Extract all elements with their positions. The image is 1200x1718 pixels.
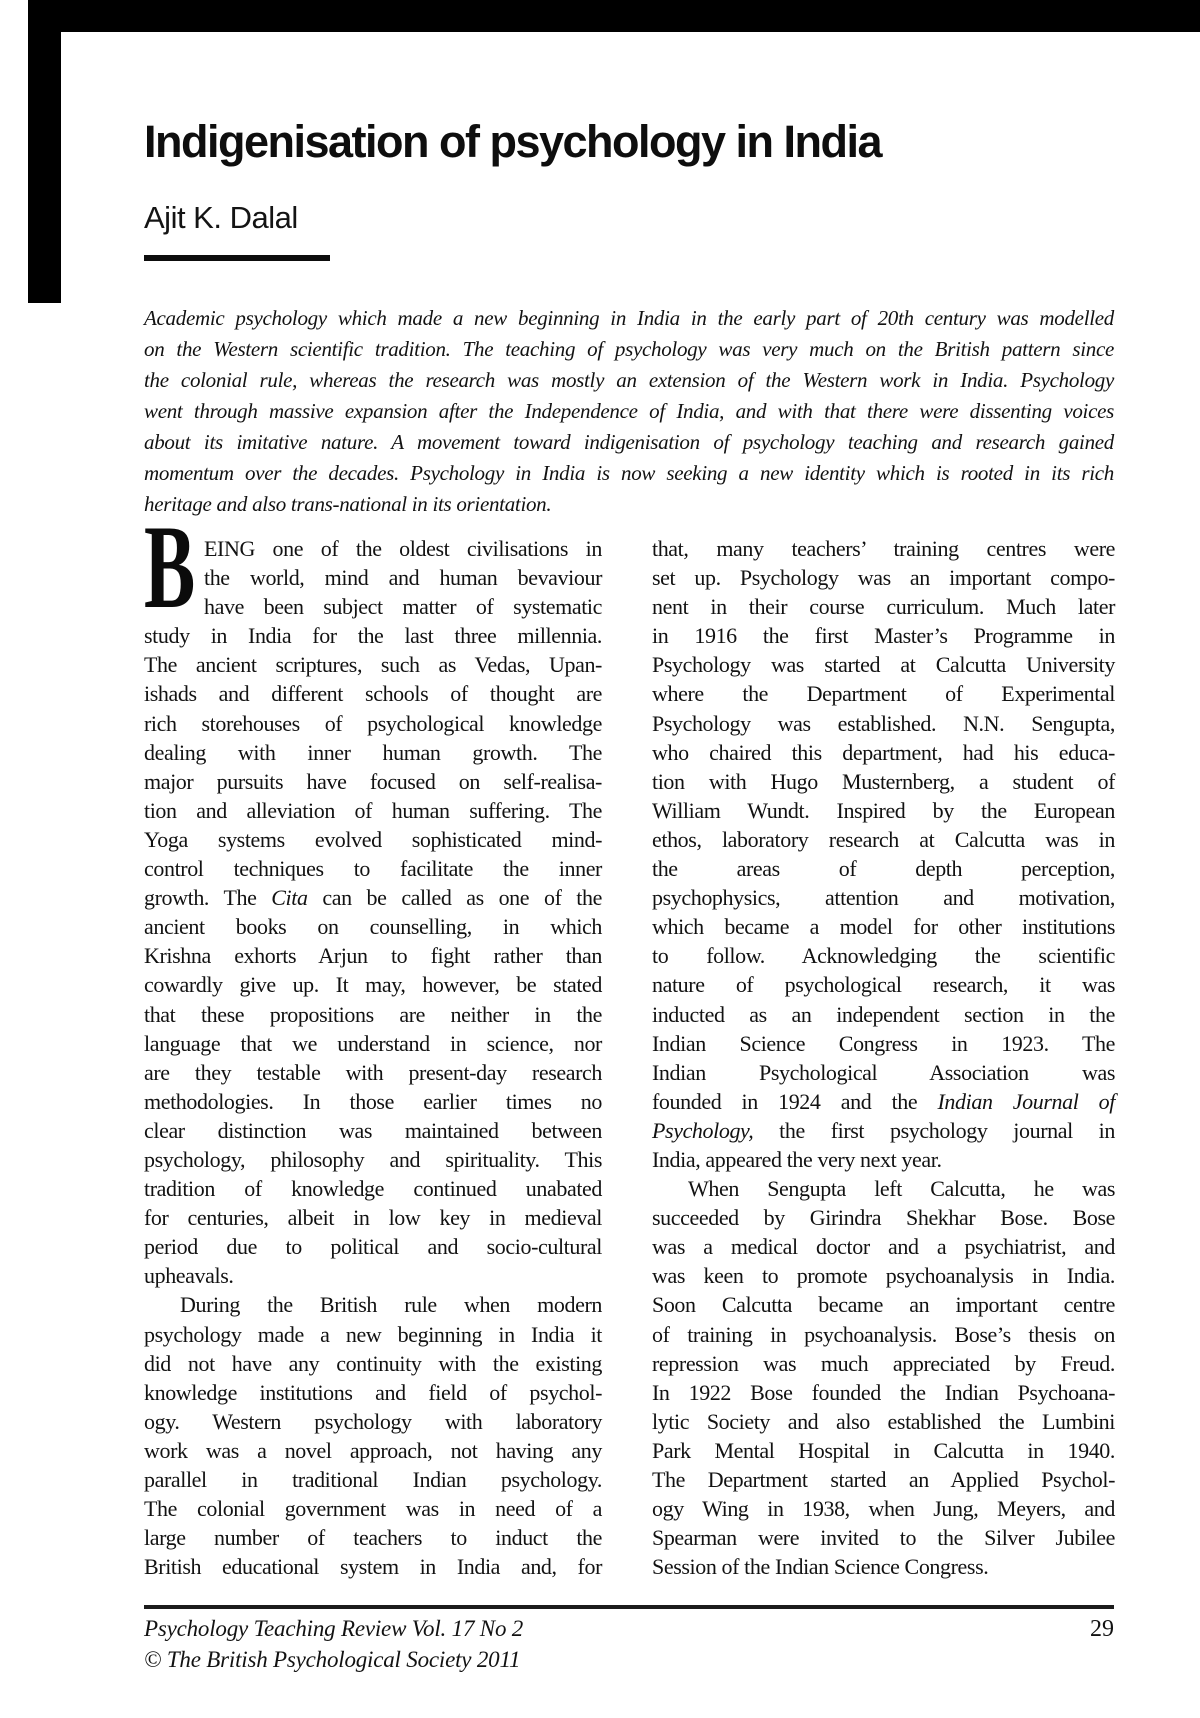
text-line: who chaired this department, had his educa- [652,739,1115,765]
text-line: work was a novel approach, not having any [144,1437,602,1463]
text-line: are they testable with present-day research [144,1059,602,1085]
text-line: the areas of depth perception, [652,856,1115,882]
text-line: was a medical doctor and a psychiatrist, and [652,1234,1115,1260]
text-line: did not have any continuity with the existing [144,1350,602,1376]
scan-artifact-left-bar [28,0,61,303]
text-line: for centuries, albeit in low key in medieval [144,1205,602,1231]
text-line: founded in 1924 and the Indian Journal of [652,1088,1115,1114]
text-line: that these propositions are neither in the [144,1001,602,1027]
text-line: psychology made a new beginning in India it [144,1321,602,1347]
footer-rule [144,1605,1114,1609]
text-line: Krishna exhorts Arjun to fight rather than [144,943,602,969]
abstract-line: momentum over the decades. Psychology in India is now seeking a new identity which is rooted in its rich [144,461,1114,485]
text-line: The colonial government was in need of a [144,1496,602,1522]
text-line: rich storehouses of psychological knowledge [144,710,602,736]
text-line: tion and alleviation of human suffering. The [144,797,602,823]
left-column [144,534,602,1581]
text-line: Psychology, the first psychology journal in [652,1117,1115,1143]
text-line: succeeded by Girindra Shekhar Bose. Bose [652,1205,1115,1231]
text-line: major pursuits have focused on self-realisa- [144,768,602,794]
text-line: Park Mental Hospital in Calcutta in 1940. [652,1437,1115,1463]
text-line: clear distinction was maintained between [144,1117,602,1143]
page-number: 29 [1090,1616,1114,1642]
abstract-line: heritage and also trans-national in its orientation. [144,492,552,516]
text-line: psychology, philosophy and spirituality. This [144,1146,602,1172]
text-line: large number of teachers to induct the [144,1525,602,1551]
drop-cap: B [144,500,196,633]
text-line: the world, mind and human bevaviour [204,565,602,591]
text-line: in 1916 the first Master’s Programme in [652,623,1115,649]
text-line: knowledge institutions and field of psychol- [144,1379,602,1405]
text-line: India, appeared the very next year. [652,1146,942,1172]
text-line: growth. The Cita can be called as one of the [144,885,602,911]
right-column [652,534,1115,1581]
footer-copyright-line: © The British Psychological Society 2011 [144,1647,521,1672]
text-line: period due to political and socio-cultural [144,1234,602,1260]
text-line: have been subject matter of systematic [204,594,602,620]
text-line: inducted as an independent section in the [652,1001,1115,1027]
text-line: set up. Psychology was an important compo- [652,565,1115,591]
text-line: tradition of knowledge continued unabated [144,1176,602,1202]
text-line: Spearman were invited to the Silver Jubilee [652,1525,1115,1551]
text-line: dealing with inner human growth. The [144,739,602,765]
article-title: Indigenisation of psychology in India [144,116,882,167]
text-line: ogy Wing in 1938, when Jung, Meyers, and [652,1496,1115,1522]
text-line: Indian Science Congress in 1923. The [652,1030,1115,1056]
text-line: Psychology was started at Calcutta University [652,652,1115,678]
scan-artifact-top-bar [28,0,1200,32]
text-line: nent in their course curriculum. Much later [652,594,1115,620]
text-line: William Wundt. Inspired by the European [652,797,1115,823]
text-line: EING one of the oldest civilisations in [204,536,602,561]
text-line: Psychology was established. N.N. Sengupta, [652,710,1115,736]
text-line: control techniques to facilitate the inner [144,856,602,882]
article-author: Ajit K. Dalal [144,200,298,235]
text-line: to follow. Acknowledging the scientific [652,943,1115,969]
text-line: lytic Society and also established the Lumbini [652,1408,1115,1434]
text-line: methodologies. In those earlier times no [144,1088,602,1114]
text-line: that, many teachers’ training centres were [652,536,1115,561]
text-line: cowardly give up. It may, however, be stated [144,972,602,998]
text-line: study in India for the last three millennia. [144,623,602,649]
text-line: The Department started an Applied Psychol- [652,1467,1115,1492]
text-line: psychophysics, attention and motivation, [652,885,1115,911]
abstract-line: on the Western scientific tradition. The teaching of psychology was very much on the British pattern since [144,337,1114,361]
text-line: upheavals. [144,1263,234,1289]
text-line: repression was much appreciated by Freud. [652,1350,1115,1376]
abstract [144,303,1114,520]
text-line: During the British rule when modern [180,1292,602,1318]
text-line: where the Department of Experimental [652,681,1115,707]
abstract-line: about its imitative nature. A movement toward indigenisation of psychology teaching and research gained [144,430,1114,454]
title-rule [144,255,330,261]
text-line: was keen to promote psychoanalysis in India. [652,1263,1115,1289]
text-line: ethos, laboratory research at Calcutta was in [652,826,1115,852]
text-line: language that we understand in science, nor [144,1030,602,1056]
text-line: ishads and different schools of thought are [144,681,602,707]
text-line: Indian Psychological Association was [652,1059,1115,1085]
text-line: ancient books on counselling, in which [144,914,602,940]
abstract-line: went through massive expansion after the Independence of India, and with that there were dissenting voices [144,399,1114,423]
text-line: parallel in traditional Indian psychology. [144,1467,602,1492]
text-line: ogy. Western psychology with laboratory [144,1408,602,1434]
footer-journal-line: Psychology Teaching Review Vol. 17 No 2 [144,1616,524,1641]
text-line: which became a model for other institutions [652,914,1115,940]
abstract-line: the colonial rule, whereas the research was mostly an extension of the Western work in India. Psychology [144,368,1114,392]
text-line: In 1922 Bose founded the Indian Psychoana- [652,1379,1115,1405]
text-line: British educational system in India and, for [144,1554,602,1580]
text-line: When Sengupta left Calcutta, he was [688,1176,1115,1202]
text-line: Soon Calcutta became an important centre [652,1292,1115,1318]
text-line: Yoga systems evolved sophisticated mind- [144,826,602,852]
text-line: nature of psychological research, it was [652,972,1115,998]
text-line: Session of the Indian Science Congress. [652,1554,989,1580]
text-line: of training in psychoanalysis. Bose’s thesis on [652,1321,1115,1347]
abstract-line: Academic psychology which made a new beginning in India in the early part of 20th century was modelled [144,306,1114,330]
text-line: tion with Hugo Musternberg, a student of [652,768,1115,794]
text-line: The ancient scriptures, such as Vedas, Upan- [144,652,602,678]
